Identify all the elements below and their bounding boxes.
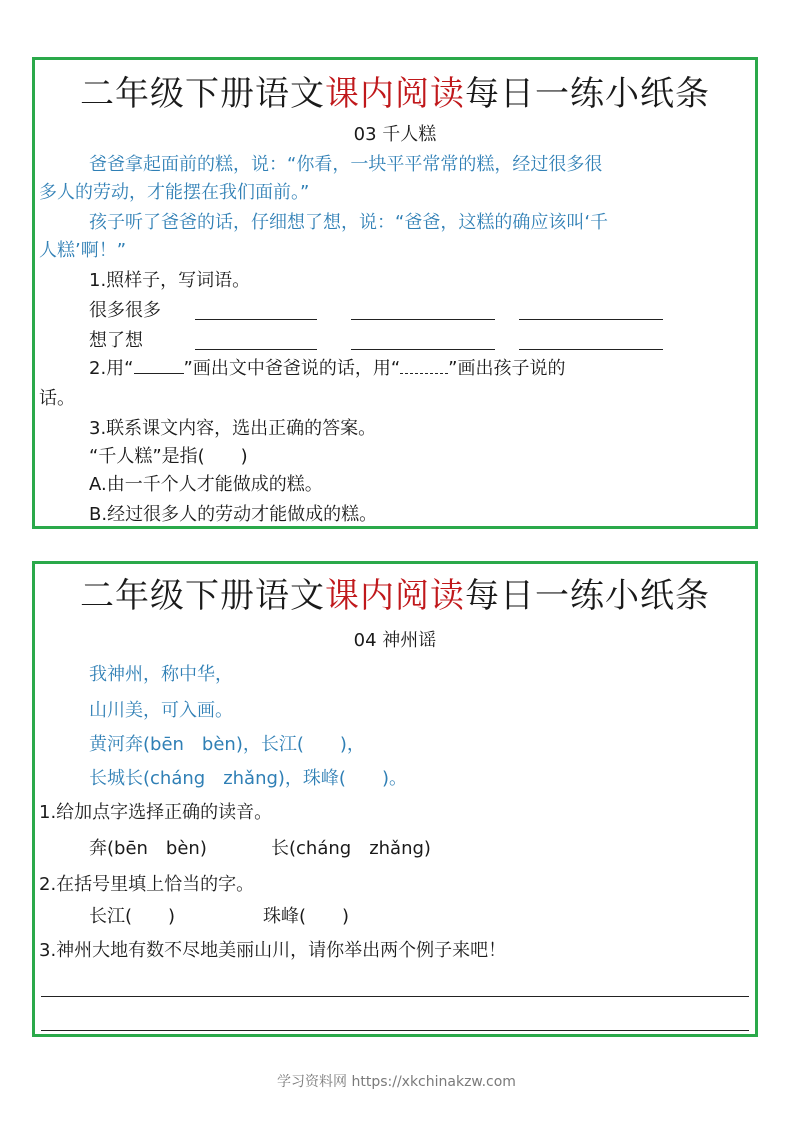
question-2: 2.在括号里填上恰当的字。 [39, 874, 255, 895]
card-title [35, 66, 755, 115]
answer-blank[interactable] [351, 349, 495, 350]
fill-blank-1[interactable]: 长江( ) [89, 906, 176, 927]
title-highlight: 课内阅读 [325, 74, 465, 114]
question-1: 1.给加点字选择正确的读音。 [39, 802, 273, 823]
poem-line: 黄河奔(bēn bèn)，长江( )， [89, 734, 365, 755]
title-part-a: 二年级下册语文 [80, 74, 325, 114]
passage-line: 多人的劳动，才能摆在我们面前。” [39, 182, 310, 203]
option-a[interactable]: A.由一千个人才能做成的糕。 [89, 474, 323, 495]
question-3: 3.联系课文内容，选出正确的答案。 [89, 418, 377, 439]
poem-line: 我神州，称中华， [89, 664, 233, 685]
fill-blank-2[interactable]: 珠峰( ) [263, 906, 350, 927]
example-word-1: 很多很多 [89, 300, 161, 321]
exercise-card-04 [32, 561, 758, 1037]
passage-line: 人糕’啊！” [39, 240, 127, 261]
dashed-underline-sample [400, 361, 448, 374]
answer-blank[interactable] [195, 319, 317, 320]
passage-line: 孩子听了爸爸的话，仔细想了想，说：“爸爸，这糕的确应该叫‘千 [89, 212, 609, 233]
title-part-c: 每日一练小纸条 [465, 576, 710, 616]
answer-line[interactable] [41, 996, 749, 997]
card-title [35, 568, 755, 617]
poem-line: 长城长(cháng zhǎng)，珠峰( )。 [89, 768, 407, 789]
title-part-a: 二年级下册语文 [80, 576, 325, 616]
question-2 [89, 354, 565, 380]
example-word-2: 想了想 [89, 330, 143, 351]
question-1: 1.照样子，写词语。 [89, 270, 251, 291]
question-2-cont: 话。 [39, 388, 75, 409]
q2-text-a: 2.用“ [89, 358, 134, 379]
pinyin-choice-2[interactable]: 长(cháng zhǎng) [271, 838, 431, 859]
answer-blank[interactable] [195, 349, 317, 350]
exercise-card-03 [32, 57, 758, 529]
footer-watermark: 学习资料网 https://xkchinakzw.com [277, 1074, 516, 1090]
answer-line[interactable] [41, 1030, 749, 1031]
answer-blank[interactable] [519, 319, 663, 320]
title-part-c: 每日一练小纸条 [465, 74, 710, 114]
poem-line: 山川美，可入画。 [89, 700, 233, 721]
answer-blank[interactable] [351, 319, 495, 320]
pinyin-choice-1[interactable]: 奔(bēn bèn) [89, 838, 207, 859]
question-3: 3.神州大地有数不尽地美丽山川，请你举出两个例子来吧！ [39, 940, 507, 961]
q2-text-c: ”画出孩子说的 [448, 358, 566, 379]
lesson-title: 03 千人糕 [353, 124, 437, 145]
option-b[interactable]: B.经过很多人的劳动才能做成的糕。 [89, 504, 378, 525]
title-highlight: 课内阅读 [325, 576, 465, 616]
answer-blank[interactable] [519, 349, 663, 350]
solid-underline-sample [134, 361, 184, 374]
passage-line: 爸爸拿起面前的糕，说：“你看，一块平平常常的糕，经过很多很 [89, 154, 603, 175]
lesson-title: 04 神州谣 [353, 630, 437, 651]
question-3-stem[interactable]: “千人糕”是指( ) [89, 446, 248, 467]
q2-text-b: ”画出文中爸爸说的话，用“ [183, 358, 401, 379]
